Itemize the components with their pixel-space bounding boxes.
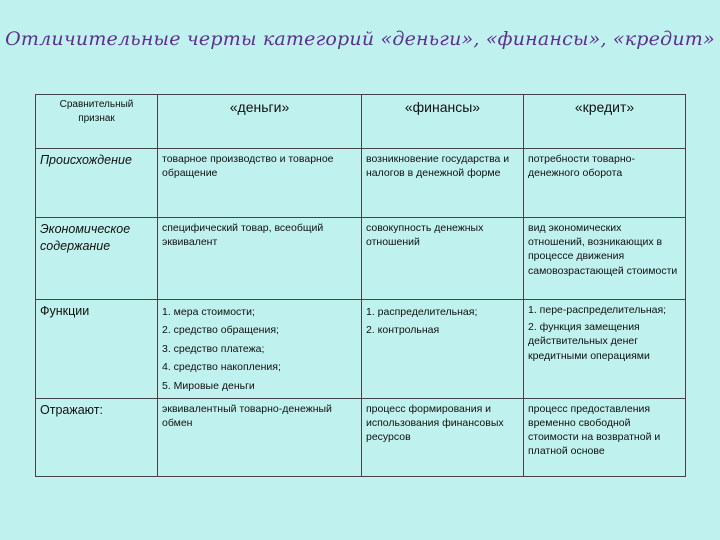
header-dengi: «деньги» <box>158 95 362 149</box>
page-title: Отличительные черты категорий «деньги», «финансы», «кредит» <box>5 28 715 50</box>
table-cell: специфический товар, всеобщий эквивалент <box>158 218 362 300</box>
table-row <box>36 218 686 300</box>
list-item: 2. средство обращения; <box>162 324 279 337</box>
row-label: Отражают: <box>36 398 158 476</box>
table-cell <box>524 300 686 399</box>
table-cell: товарное производство и товарное обращение <box>158 149 362 218</box>
table-cell: совокупность денежных отношений <box>362 218 524 300</box>
header-kredit: «кредит» <box>524 95 686 149</box>
table-row <box>36 149 686 218</box>
list-item: 2. контрольная <box>366 324 440 337</box>
list-item: 1. мера стоимости; <box>162 306 255 318</box>
table-cell: эквивалентный товарно-денежный обмен <box>158 398 362 476</box>
list-item: 3. средство платежа; <box>162 342 265 355</box>
header-finansy: «финансы» <box>362 95 524 149</box>
list-item: 1. распределительная; <box>366 306 478 318</box>
comparison-table <box>35 94 686 477</box>
table-cell: процесс предоставления временно свободной стоимости на возвратной и платной основе <box>524 398 686 476</box>
list-item: 1. пере-распределительная; <box>528 304 667 316</box>
table-cell: вид экономических отношений, возникающих в процессе движения самовозрастающей стоимости <box>524 218 686 300</box>
table-cell <box>362 300 524 399</box>
row-label: Экономическое содержание <box>36 218 158 300</box>
table-cell <box>158 300 362 399</box>
table-cell: процесс формирования и использования финансовых ресурсов <box>362 398 524 476</box>
header-criterion: Сравнительный признак <box>36 95 158 149</box>
list-item: 4. средство накопления; <box>162 361 281 374</box>
list-item: 5. Мировые деньги <box>162 379 255 392</box>
header-row <box>36 95 686 149</box>
table-cell: потребности товарно-денежного оборота <box>524 149 686 218</box>
list-item: 2. функция замещения действительных денег кредитными операциями <box>528 321 650 362</box>
table-row <box>36 398 686 476</box>
row-label: Происхождение <box>36 149 158 218</box>
table-cell: возникновение государства и налогов в денежной форме <box>362 149 524 218</box>
table-row <box>36 300 686 399</box>
row-label: Функции <box>36 300 158 399</box>
